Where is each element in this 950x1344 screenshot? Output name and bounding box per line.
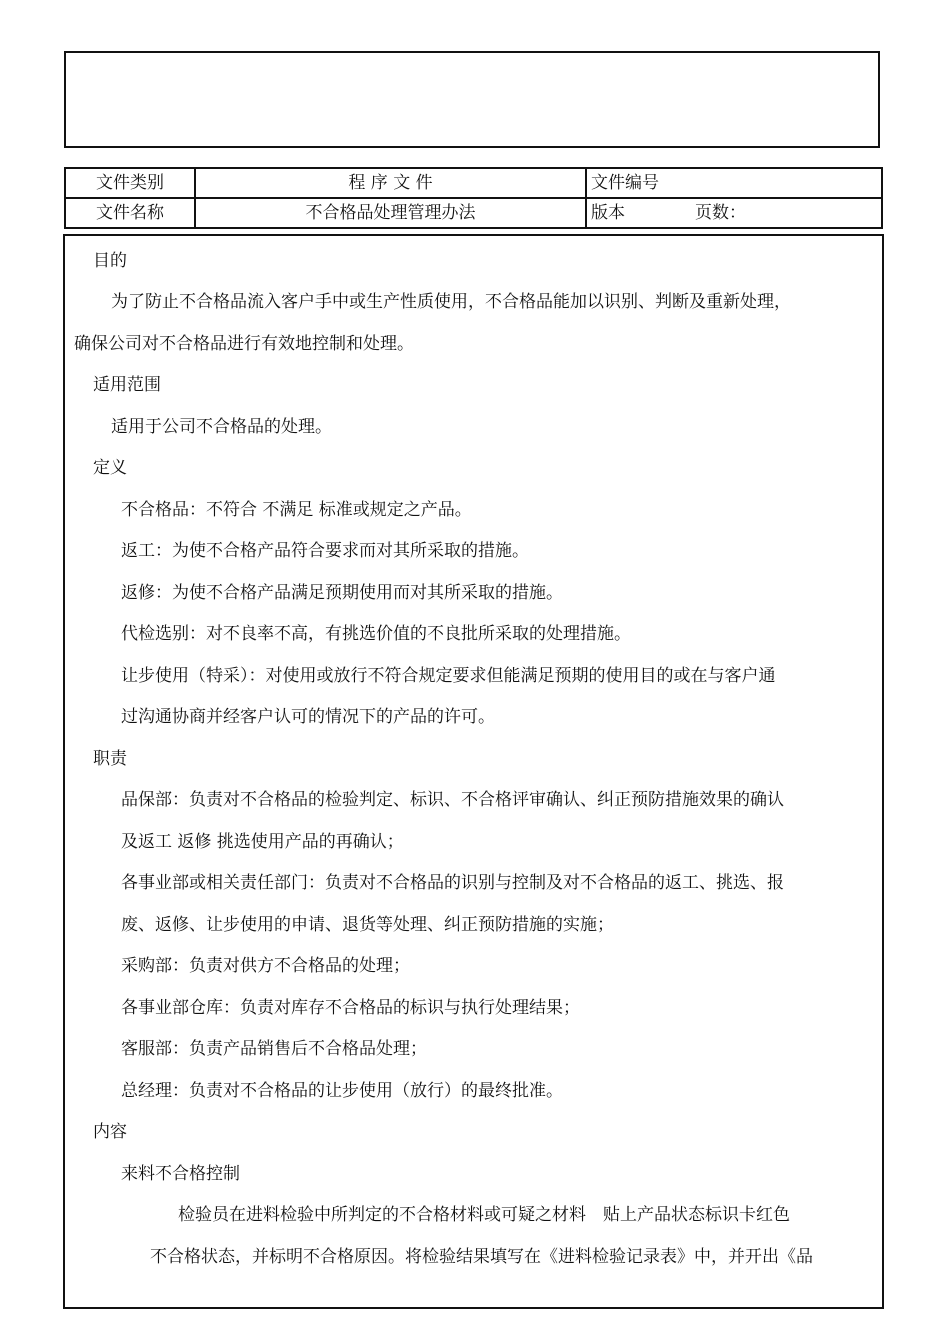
definition-heading: 定义 — [93, 458, 127, 478]
definition-concession-line-1: 让步使用（特采）：对使用或放行不符合规定要求但能满足预期的使用目的或在与客户通 — [121, 666, 776, 686]
document-number-label: 文件编号 — [586, 168, 882, 198]
category-label: 文件类别 — [65, 168, 195, 198]
definition-repair: 返修：为使不合格产品满足预期使用而对其所采取的措施。 — [121, 583, 563, 603]
definition-sorting: 代检选别：对不良率不高，有挑选价值的不良批所采取的处理措施。 — [121, 624, 631, 644]
version-pages-cell — [586, 198, 882, 228]
content-heading: 内容 — [93, 1122, 127, 1142]
definition-rework: 返工：为使不合格产品符合要求而对其所采取的措施。 — [121, 541, 529, 561]
duty-heading: 职责 — [93, 749, 127, 769]
name-label: 文件名称 — [65, 198, 195, 228]
document-name: 不合格品处理管理办法 — [195, 198, 586, 228]
duty-general-manager: 总经理：负责对不合格品的让步使用（放行）的最终批准。 — [121, 1081, 563, 1101]
definition-concession-line-2: 过沟通协商并经客户认可的情况下的产品的许可。 — [121, 707, 495, 727]
scope-text: 适用于公司不合格品的处理。 — [111, 417, 332, 437]
version-label: 版本 — [591, 203, 625, 223]
scope-heading: 适用范围 — [93, 375, 161, 395]
pages-label: 页数： — [695, 203, 746, 223]
duty-business-unit-line-1: 各事业部或相关责任部门：负责对不合格品的识别与控制及对不合格品的返工、挑选、报 — [121, 873, 784, 893]
definition-nonconforming: 不合格品：不符合 不满足 标准或规定之产品。 — [121, 500, 472, 520]
document-body — [63, 234, 884, 1309]
purpose-heading: 目的 — [93, 251, 127, 271]
duty-purchasing: 采购部：负责对供方不合格品的处理； — [121, 956, 410, 976]
document-info-table — [64, 167, 883, 229]
category-value: 程 序 文 件 — [195, 168, 586, 198]
purpose-text-line-1: 为了防止不合格品流入客户手中或生产性质使用，不合格品能加以识别、判断及重新处理， — [111, 292, 791, 312]
purpose-text-line-2: 确保公司对不合格品进行有效地控制和处理。 — [74, 334, 414, 354]
incoming-control-heading: 来料不合格控制 — [121, 1164, 240, 1184]
incoming-text-line-1: 检验员在进料检验中所判定的不合格材料或可疑之材料 贴上产品状态标识卡红色 — [178, 1205, 790, 1225]
duty-qa-line-2: 及返工 返修 挑选使用产品的再确认； — [121, 832, 404, 852]
table-row — [65, 198, 882, 228]
duty-qa-line-1: 品保部：负责对不合格品的检验判定、标识、不合格评审确认、纠正预防措施效果的确认 — [121, 790, 784, 810]
duty-warehouse: 各事业部仓库：负责对库存不合格品的标识与执行处理结果； — [121, 998, 580, 1018]
table-row — [65, 168, 882, 198]
duty-customer-service: 客服部：负责产品销售后不合格品处理； — [121, 1039, 427, 1059]
blank-header-box — [64, 51, 880, 148]
incoming-text-line-2: 不合格状态，并标明不合格原因。将检验结果填写在《进料检验记录表》中，并开出《品 — [150, 1247, 813, 1267]
duty-business-unit-line-2: 废、返修、让步使用的申请、退货等处理、纠正预防措施的实施； — [121, 915, 614, 935]
